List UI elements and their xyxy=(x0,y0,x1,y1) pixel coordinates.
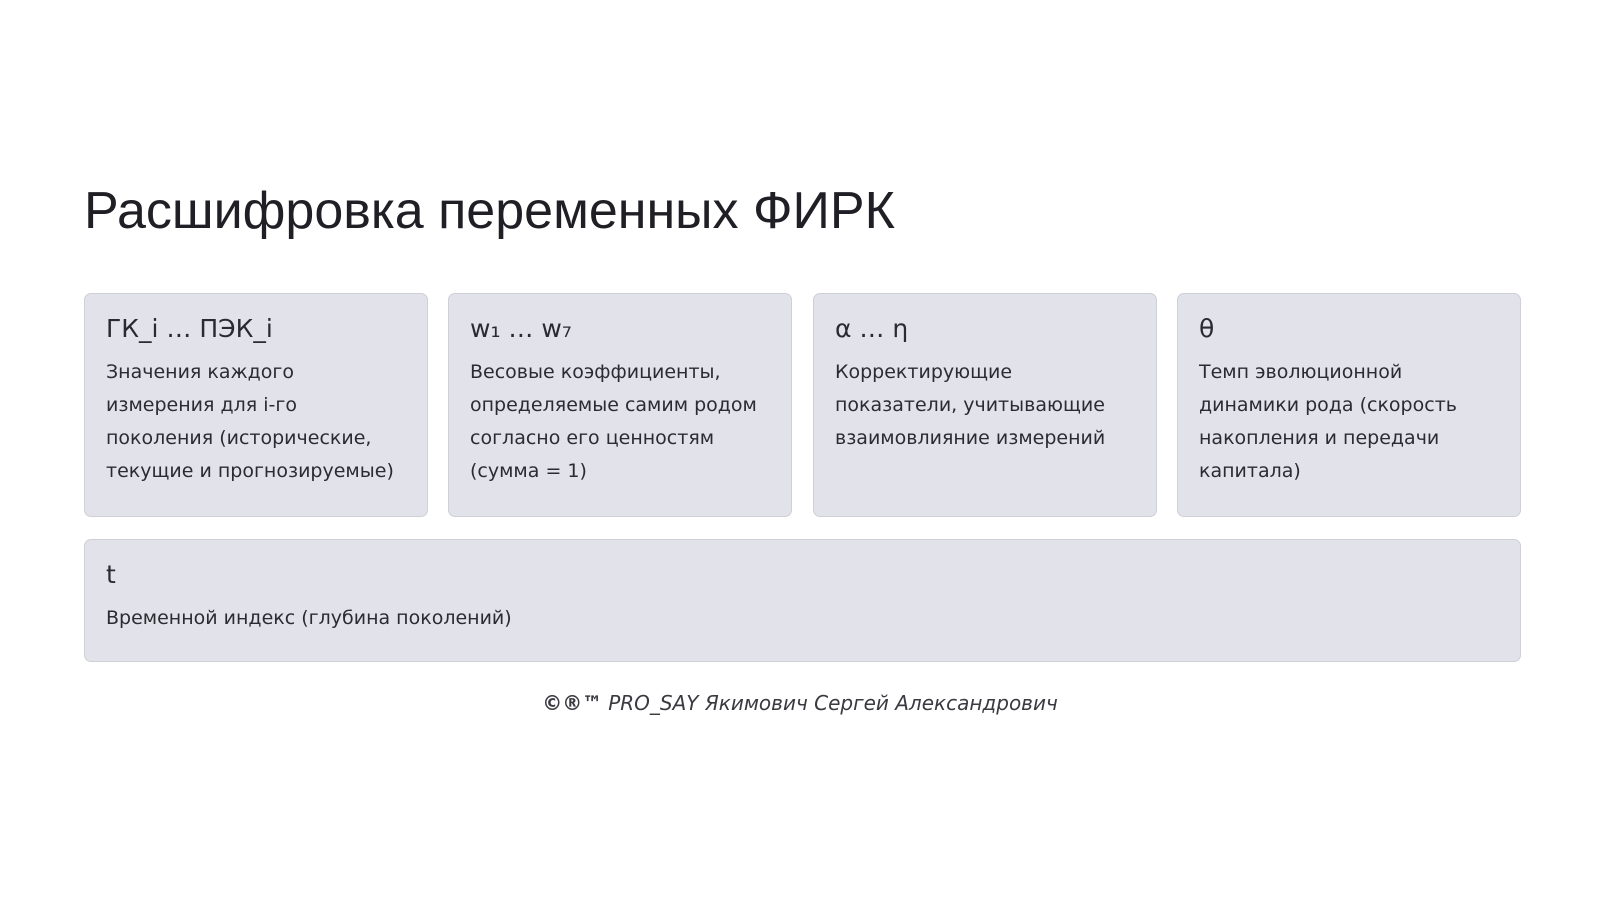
card-description: Весовые коэффициенты, определяемые самим родом согласно его ценностям (сумма = 1) xyxy=(470,361,757,482)
page-title: Расшифровка переменных ФИРК xyxy=(84,182,895,240)
variable-card-weights xyxy=(448,293,792,517)
card-description: Корректирующие показатели, учитывающие взаимовлияние измерений xyxy=(835,361,1106,449)
card-term: θ xyxy=(1199,314,1215,343)
variable-card-correction xyxy=(813,293,1157,517)
copyright-marks: ©®™ xyxy=(542,691,603,715)
card-description: Временной индекс (глубина поколений) xyxy=(106,607,512,629)
card-term: α … η xyxy=(835,314,909,343)
card-term: w₁ … w₇ xyxy=(470,314,572,343)
copyright-footer xyxy=(0,688,1600,718)
variable-card-time-index xyxy=(84,539,1521,662)
variable-card-theta xyxy=(1177,293,1521,517)
card-description: Значения каждого измерения для i-го поколения (исторические, текущие и прогнозируемые) xyxy=(106,361,394,482)
card-term: t xyxy=(106,560,116,589)
card-description: Темп эволюционной динамики рода (скорость накопления и передачи капитала) xyxy=(1199,361,1457,482)
card-term: ГК_i … ПЭК_i xyxy=(106,314,273,343)
author-name: PRO_SAY Якимович Сергей Александрович xyxy=(608,691,1058,715)
variable-card-gk-pek xyxy=(84,293,428,517)
